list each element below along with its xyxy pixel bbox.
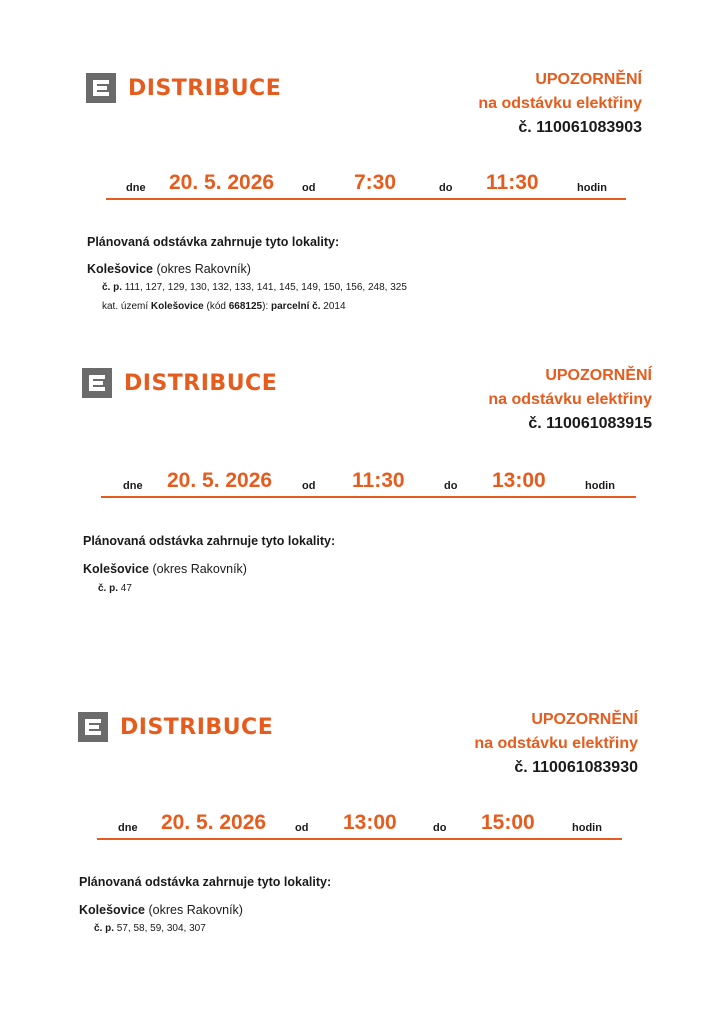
municipality-name: Kolešovice [83,562,150,576]
notice-header [474,708,638,780]
notice-number: č. 110061083930 [514,759,638,776]
label-hodin: hodin [572,822,602,834]
district-name: (okres Rakovník) [152,562,247,576]
label-dne: dne [118,822,138,834]
municipality-name: Kolešovice [87,262,154,276]
house-numbers-line [94,923,206,934]
label-do: do [433,822,447,834]
cp-numbers: 47 [120,583,132,594]
label-dne: dne [123,480,143,492]
notice-header [488,364,652,436]
label-od: od [302,480,316,492]
label-hodin: hodin [577,182,607,194]
notice-number: č. 110061083915 [528,415,652,432]
time-bar [97,808,622,840]
cp-label: č. p. [94,923,115,934]
cp-numbers: 57, 58, 59, 304, 307 [116,923,206,934]
cez-logo-icon [78,712,108,742]
outage-date: 20. 5. 2026 [161,811,267,834]
cp-numbers: 111, 127, 129, 130, 132, 133, 141, 145, 149, 150, 156, 248, 325 [124,282,407,293]
outage-date: 20. 5. 2026 [169,171,275,194]
kat-prefix: kat. území [102,301,149,312]
kat-code-open: (kód [206,301,226,312]
brand-logo [82,368,277,398]
label-od: od [302,182,316,194]
parcel-number: 2014 [323,301,346,312]
notice-title: UPOZORNĚNÍ [531,711,638,728]
house-numbers-line [98,583,132,594]
locality-heading: Plánovaná odstávka zahrnuje tyto lokality: [83,534,336,548]
brand-logo [78,712,273,742]
brand-name: DISTRIBUCE [128,75,282,101]
time-to: 13:00 [492,469,546,492]
label-do: do [439,182,453,194]
outage-date: 20. 5. 2026 [167,469,273,492]
time-to: 15:00 [481,811,535,834]
parcel-label: parcelní č. [271,301,321,312]
kat-code: 668125 [228,301,263,312]
label-hodin: hodin [585,480,615,492]
district-name: (okres Rakovník) [148,903,243,917]
time-bar [101,466,636,498]
time-to: 11:30 [486,171,539,194]
kat-code-close: ): [262,301,269,312]
notice-subtitle: na odstávku elektřiny [478,95,642,112]
locality-heading: Plánovaná odstávka zahrnuje tyto lokality: [87,235,340,249]
label-od: od [295,822,309,834]
cez-logo-icon [82,368,112,398]
time-from: 11:30 [352,469,405,492]
notice-number: č. 110061083903 [518,119,642,136]
brand-name: DISTRIBUCE [120,714,274,740]
brand-name: DISTRIBUCE [124,370,278,396]
notice-title: UPOZORNĚNÍ [535,71,642,88]
notice-title: UPOZORNĚNÍ [545,367,652,384]
locality-heading: Plánovaná odstávka zahrnuje tyto lokality: [79,875,332,889]
notice-subtitle: na odstávku elektřiny [488,391,652,408]
label-do: do [444,480,458,492]
time-from: 7:30 [354,171,397,194]
notice-subtitle: na odstávku elektřiny [474,735,638,752]
time-from: 13:00 [343,811,397,834]
district-name: (okres Rakovník) [156,262,251,276]
kat-name: Kolešovice [150,301,204,312]
label-dne: dne [126,182,146,194]
municipality-line [83,562,247,576]
cp-label: č. p. [102,282,123,293]
municipality-line [79,903,243,917]
municipality-name: Kolešovice [79,903,146,917]
cp-label: č. p. [98,583,119,594]
